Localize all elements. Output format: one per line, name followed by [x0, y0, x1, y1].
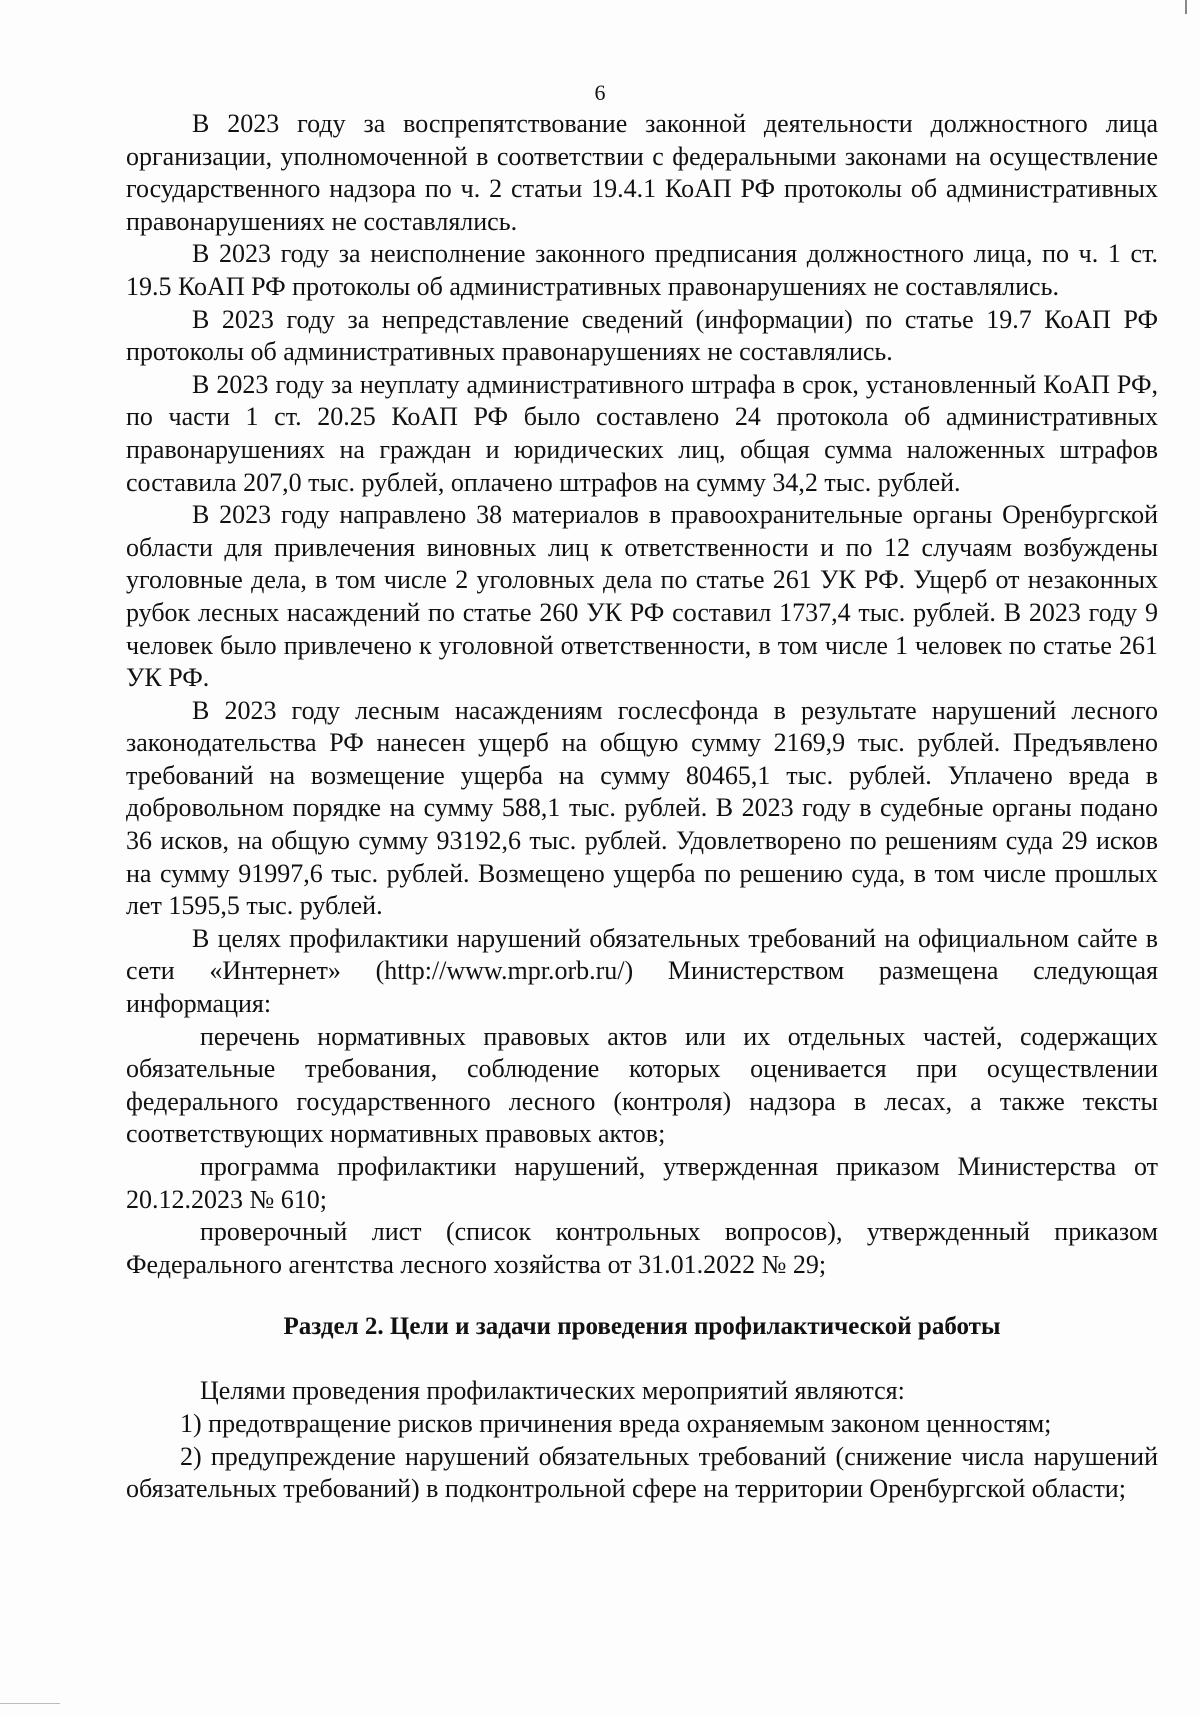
- scan-edge-mark-bottom: [0, 1703, 60, 1704]
- list-item-prevention-program: программа профилактики нарушений, утвержденная приказом Министерства от 20.12.2023 № 610;: [126, 1152, 1158, 1214]
- paragraph-damage: В 2023 году лесным насаждениям гослесфонда в результате нарушений лесного законодательства РФ нанесен ущерб на общую сумму 2169,9 тыс. рублей. Предъявлено требований на возмещение ущерба на сумму 80465,1 тыс. рублей. Уплачено вреда в добровольном порядке на сумму 588,1 тыс. рублей. В 2023 году в судебные органы подано 36 исков, на общую сумму 93192,6 тыс. рублей. Удовлетворено по решениям суда 29 исков на сумму 91997,6 тыс. рублей. Возмещено ущерба по решению суда, в том числе прошлых лет 1595,5 тыс. рублей.: [126, 695, 1158, 921]
- paragraph-non-compliance: В 2023 году за неисполнение законного предписания должностного лица, по ч. 1 ст. 19.5 КоАП РФ протоколы об административных правонарушениях не составлялись.: [126, 239, 1158, 301]
- section-heading: Раздел 2. Цели и задачи проведения профилактической работы: [283, 1313, 1001, 1341]
- paragraph-obstruction: В 2023 году за воспрепятствование законной деятельности должностного лица организации, уполномоченной в соответствии с федеральными законами на осуществление государственного надзора по ч. 2 статьи 19.4.1 КоАП РФ протоколы об административных правонарушениях не составлялись.: [126, 109, 1158, 236]
- paragraph-unpaid-fines: В 2023 году за неуплату административного штрафа в срок, установленный КоАП РФ, по части 1 ст. 20.25 КоАП РФ было составлено 24 протокола об административных правонарушениях на граждан и юридических лиц, общая сумма наложенных штрафов составила 207,0 тыс. рублей, оплачено штрафов на сумму 34,2 тыс. рублей.: [126, 369, 1158, 497]
- page-number: 6: [594, 80, 606, 105]
- paragraph-prevention-website: В целях профилактики нарушений обязательных требований на официальном сайте в сети «Интернет» (http://www.mpr.orb.ru/) Министерством размещена следующая информация:: [126, 923, 1158, 1019]
- goal-item-1: 1) предотвращение рисков причинения вреда охраняемым законом ценностям;: [180, 1408, 1052, 1438]
- document-body: [126, 108, 1158, 1506]
- section-intro: Целями проведения профилактических мероприятий являются:: [200, 1376, 905, 1406]
- paragraph-non-submission: В 2023 году за непредставление сведений (информации) по статье 19.7 КоАП РФ протоколы об административных правонарушениях не составлялись.: [126, 304, 1158, 367]
- list-item-checklist: проверочный лист (список контрольных вопросов), утвержденный приказом Федерального агентства лесного хозяйства от 31.01.2022 № 29;: [126, 1217, 1158, 1279]
- list-item-normative-acts: перечень нормативных правовых актов или их отдельных частей, содержащих обязательные требования, соблюдение которых оценивается при осуществлении федерального государственного лесного (контроля) надзора в лесах, а также тексты соответствующих нормативных правовых актов;: [126, 1021, 1158, 1149]
- scan-edge-mark: [1185, 0, 1187, 14]
- paragraph-criminal-cases: В 2023 году направлено 38 материалов в правоохранительные органы Оренбургской области для привлечения виновных лиц к ответственности и по 12 случаям возбуждены уголовные дела, в том числе 2 уголовных дела по статье 261 УК РФ. Ущерб от незаконных рубок лесных насаждений по статье 260 УК РФ составил 1737,4 тыс. рублей. В 2023 году 9 человек было привлечено к уголовной ответственности, в том числе 1 человек по статье 261 УК РФ.: [126, 500, 1158, 693]
- goal-item-2: 2) предупреждение нарушений обязательных требований (снижение числа нарушений обязательных требований) в подконтрольной сфере на территории Оренбургской области;: [126, 1441, 1158, 1504]
